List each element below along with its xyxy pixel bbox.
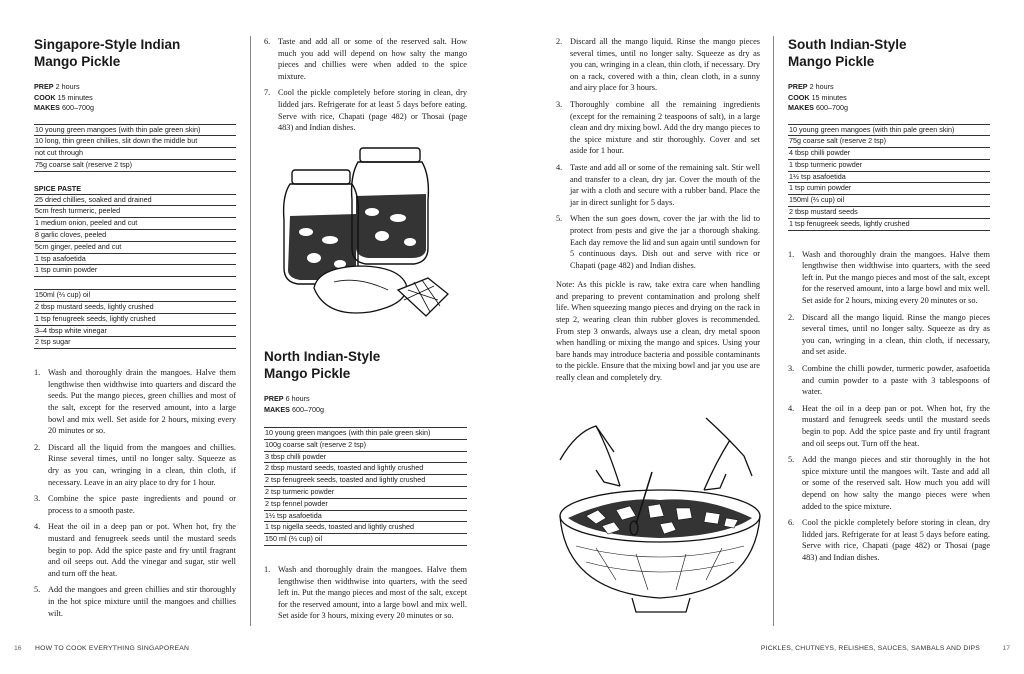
method-steps [34, 367, 236, 619]
spice-paste-heading: SPICE PASTE [34, 183, 81, 193]
column-divider [773, 36, 774, 626]
bowl-illustration [556, 412, 762, 622]
step-text: Cool the pickle completely before storing in clean, dry lidded jars. Refrigerate for at least 5 days before eating. Serve with rice, Chapati (page 482) or Thosai (page 483) and Indian dishes. [278, 88, 467, 133]
title-line-2: Mango Pickle [264, 366, 351, 381]
makes-label: MAKES [34, 103, 60, 112]
ingredient-item: 75g coarse salt (reserve 2 tsp) [788, 136, 990, 148]
makes-amount [34, 103, 236, 114]
makes-value: 600–700g [815, 103, 848, 112]
title-line-1: South Indian-Style [788, 37, 907, 52]
step-text: Wash and thoroughly drain the mangoes. Halve them lengthwise then widthwise into quarters, with the seed left in. Put the mango pieces and most of the salt, except for the reserved amount, into a large bowl and mix well. Set aside for 3 hours, mixing every 20 minutes or so. [278, 564, 467, 621]
method-steps [264, 564, 467, 622]
step-number: 6. [788, 518, 795, 528]
step-number: 7. [264, 88, 271, 98]
method-step [34, 584, 236, 619]
prep-label: PREP [788, 82, 808, 91]
method-step [556, 36, 760, 94]
method-step [264, 36, 467, 82]
cook-value: 15 minutes [811, 92, 847, 102]
step-number: 4. [34, 522, 41, 532]
ingredient-item: 10 young green mangoes (with thin pale green skin) [264, 427, 467, 440]
ingredient-item: 5cm ginger, peeled and cut [34, 242, 236, 254]
ingredient-item: 1 tsp cumin powder [788, 183, 990, 195]
step-text: Combine the chilli powder, turmeric powder, asafoetida and cumin powder to a paste with 3 tablespoons of water. [802, 364, 990, 397]
method-step [556, 99, 760, 157]
cook-label: COOK [34, 92, 56, 102]
step-text: Discard all the mango liquid. Rinse the mango pieces several times, until no longer salty. Squeeze as dry as you can, wringing in a clean, thin cloth, if necessary. Dry on a rack, covered with a thin, clean cloth, in a sunny and airy place for 3 hours. [570, 37, 760, 93]
recipe-title [34, 36, 236, 70]
ingredient-item: 1 medium onion, peeled and cut [34, 218, 236, 230]
step-number: 2. [34, 442, 41, 452]
method-step [788, 249, 990, 307]
title-line-1: North Indian-Style [264, 349, 381, 364]
spice-paste-list [34, 194, 236, 278]
prep-time [264, 394, 467, 405]
ingredient-item: 2 tbsp mustard seeds [788, 207, 990, 219]
ingredient-item: 1½ tsp asafoetida [788, 172, 990, 184]
step-text: Add the mangoes and green chillies and stir thoroughly in the hot spice mixture until the mangoes and chillies wilt. [48, 585, 236, 618]
step-number: 3. [34, 494, 41, 504]
ingredient-item: 100g coarse salt (reserve 2 tsp) [264, 440, 467, 452]
method-step [34, 442, 236, 488]
ingredient-item: 3–4 tbsp white vinegar [34, 326, 236, 338]
ingredient-item: 2 tsp fennel powder [264, 499, 467, 511]
ingredient-list [264, 427, 467, 546]
method-step [264, 564, 467, 622]
step-text: Discard all the mango liquid. Rinse the mango pieces several times, until no longer salty. Squeeze as dry as you can, wringing in a clean, thin cloth, if necessary, and set aside. [802, 312, 990, 357]
ingredient-item: 1 tbsp turmeric powder [788, 160, 990, 172]
ingredient-item: 8 garlic cloves, peeled [34, 230, 236, 242]
recipe-note: Note: As this pickle is raw, take extra care when handling and preparing to prevent contamination and prolong shelf life. When squeezing mango pieces and drying on the rack in step 2, wearing clean thin rubber gloves is recommended. From step 3 onwards, always use a clean, dry metal spoon when handling or mixing the mango and spices. Using your bare hands may introduce bacteria and possible contaminants to the pickle. Ensure that the mixing bowl and jar you use are really clean and completely dry. [556, 280, 760, 383]
prep-value: 6 hours [285, 394, 310, 403]
step-text: When the sun goes down, cover the jar with the lid to protect from pests and give the jar a thorough shaking. Each day remove the lid and sun again until sundown for 5 continuous days. Dish out and serve with rice or Chapati (page 482) and Indian dishes. [570, 214, 760, 270]
prep-time [34, 82, 236, 93]
step-text: Wash and thoroughly drain the mangoes. Halve them lengthwise then widthwise into quarters, with the seed left in. Put the mango pieces and most of the salt, except for the reserved amount, into a large bowl and mix well. Set aside for 2 hours, mixing every 20 minutes or so. [802, 249, 990, 306]
step-text: Cool the pickle completely before storing in clean, dry lidded jars. Refrigerate for at least 5 days before eating. Serve with rice, Chapati (page 482) or Thosai (page 483) and Indian dishes. [802, 518, 990, 562]
recipe-singapore [34, 36, 236, 624]
ingredient-item: 2 tbsp mustard seeds, toasted and lightly crushed [264, 463, 467, 475]
ingredient-item: 2 tsp sugar [34, 337, 236, 349]
ingredient-item: 2 tsp fenugreek seeds, toasted and lightly crushed [264, 475, 467, 487]
ingredient-item: 4 tbsp chilli powder [788, 148, 990, 160]
recipe-title [788, 36, 990, 70]
step-number: 3. [788, 364, 795, 374]
step-number: 5. [556, 214, 563, 224]
step-number: 4. [556, 162, 563, 172]
step-number: 2. [556, 37, 563, 46]
ingredient-item: 25 dried chillies, soaked and drained [34, 194, 236, 207]
ingredient-item: 10 long, thin green chillies, slit down the middle but [34, 136, 236, 148]
step-text: Discard all the liquid from the mangoes and chillies. Rinse several times, until no longer salty. Squeeze as dry as you can, wringing in a clean, thin cloth, if necessary. Leave in an airy place to dry for 1 hour. [48, 442, 236, 487]
step-text: Heat the oil in a deep pan or pot. When hot, fry the mustard and fenugreek seeds until the mustard seeds begin to pop. Add the spice paste and fry until fragrant and oil seeps out. Add the vinegar and sugar, stir well and turn off the heat. [48, 522, 236, 578]
recipe-north-continued [556, 36, 760, 384]
makes-value: 600–700g [291, 404, 324, 414]
running-footer-left: HOW TO COOK EVERYTHING SINGAPOREAN [35, 645, 190, 652]
cook-time [34, 93, 236, 104]
step-text: Heat the oil in a deep pan or pot. When hot, fry the mustard and fenugreek seeds until the mustard seeds begin to pop. Add the spice paste and fry until fragrant and oil seeps out. Turn off the heat. [802, 403, 990, 448]
method-step [556, 213, 760, 271]
cook-value: 15 minutes [57, 92, 93, 102]
makes-amount [264, 405, 467, 416]
ingredient-item: 10 young green mangoes (with thin pale green skin) [788, 124, 990, 137]
ingredient-item: not cut through [34, 148, 236, 160]
method-step [788, 454, 990, 512]
title-line-1: Singapore-Style Indian [34, 37, 181, 52]
step-text: Add the mango pieces and stir thoroughly in the hot spice mixture until the mangoes wilt. Taste and add all or some of the reserved salt. How much you add will depend on how salty the mango pieces were when added to the spice mixture. [802, 455, 990, 511]
method-step [264, 87, 467, 133]
makes-value: 600–700g [61, 103, 94, 112]
method-step [34, 367, 236, 437]
method-step [788, 363, 990, 398]
ingredient-item: 150 ml (⅔ cup) oil [264, 534, 467, 546]
step-number: 1. [34, 368, 41, 378]
ingredient-list-2 [34, 289, 236, 349]
page-number-right: 17 [1002, 645, 1010, 652]
ingredient-item: 2 tbsp mustard seeds, lightly crushed [34, 302, 236, 314]
makes-label: MAKES [788, 103, 814, 112]
title-line-2: Mango Pickle [34, 54, 121, 69]
ingredient-item: 150ml (⅔ cup) oil [788, 195, 990, 207]
recipe-north-indian [264, 348, 467, 627]
method-step [34, 493, 236, 516]
ingredient-item: 1½ tsp asafoetida [264, 511, 467, 523]
step-text: Taste and add all or some of the remaining salt. Stir well and transfer to a clean, dry jar. Cover the mouth of the jar with a cloth and secure with a rubber band. Place the jar in direct sunlight for 5 days. [570, 162, 760, 207]
ingredient-item: 10 young green mangoes (with thin pale green skin) [34, 124, 236, 137]
prep-time [788, 82, 990, 93]
ingredient-item: 5cm fresh turmeric, peeled [34, 206, 236, 218]
recipe-title [264, 348, 467, 382]
prep-value: 2 hours [809, 82, 834, 91]
step-number: 5. [788, 455, 795, 465]
makes-amount [788, 103, 990, 114]
step-number: 1. [264, 564, 271, 574]
step-number: 1. [788, 249, 795, 259]
prep-label: PREP [34, 82, 54, 91]
method-step [788, 517, 990, 563]
step-text: Taste and add all or some of the reserved salt. How much you add will depend on how salty the mango pieces and chillies were when added to the spice mixture. [278, 37, 467, 81]
ingredient-item: 1 tsp fenugreek seeds, lightly crushed [788, 219, 990, 231]
ingredient-item: 1 tsp fenugreek seeds, lightly crushed [34, 314, 236, 326]
step-number: 3. [556, 99, 563, 109]
recipe-south-indian [788, 36, 990, 569]
ingredient-item: 1 tsp cumin powder [34, 265, 236, 277]
cook-time [788, 93, 990, 104]
step-text: Combine the spice paste ingredients and pound or process to a smooth paste. [48, 494, 236, 515]
prep-value: 2 hours [55, 82, 80, 91]
ingredient-item: 2 tsp turmeric powder [264, 487, 467, 499]
jars-illustration [278, 140, 458, 330]
method-steps-continued [264, 36, 467, 134]
running-footer-right: PICKLES, CHUTNEYS, RELISHES, SAUCES, SAMBALS AND DIPS [760, 645, 980, 652]
ingredient-list [788, 124, 990, 231]
ingredient-list [34, 124, 236, 172]
ingredient-item: 150ml (⅔ cup) oil [34, 289, 236, 302]
method-step [788, 403, 990, 449]
ingredient-item: 75g coarse salt (reserve 2 tsp) [34, 160, 236, 172]
ingredient-item: 1 tsp nigella seeds, toasted and lightly crushed [264, 522, 467, 534]
page-number-left: 16 [14, 645, 22, 652]
ingredient-item: 1 tsp asafoetida [34, 254, 236, 266]
makes-label: MAKES [264, 404, 290, 414]
method-step [556, 162, 760, 208]
method-steps-continued [556, 36, 760, 271]
step-number: 4. [788, 403, 795, 413]
recipe-continued [264, 36, 467, 139]
column-divider [250, 36, 251, 626]
title-line-2: Mango Pickle [788, 54, 875, 69]
method-steps [788, 249, 990, 564]
method-step [34, 521, 236, 579]
step-number: 6. [264, 37, 271, 46]
prep-label: PREP [264, 394, 284, 403]
step-text: Thoroughly combine all the remaining ingredients (except for the remaining 2 teaspoons of salt), in a large clean and dry mixing bowl. Add the dry mango pieces to the spice mixture and stir thoroughly. Cover and set aside for 1 hour. [570, 99, 760, 156]
step-number: 5. [34, 585, 41, 595]
step-text: Wash and thoroughly drain the mangoes. Halve them lengthwise then widthwise into quarters and discard the seeds. Put the mango pieces, green chillies and most of the salt, except for the reserved amount, into a large bowl and mix well. Set aside for 2 hours, mixing every 20 minutes or so. [48, 368, 236, 436]
ingredient-item: 3 tbsp chilli powder [264, 452, 467, 464]
method-step [788, 312, 990, 358]
step-number: 2. [788, 312, 795, 322]
cook-label: COOK [788, 92, 810, 102]
